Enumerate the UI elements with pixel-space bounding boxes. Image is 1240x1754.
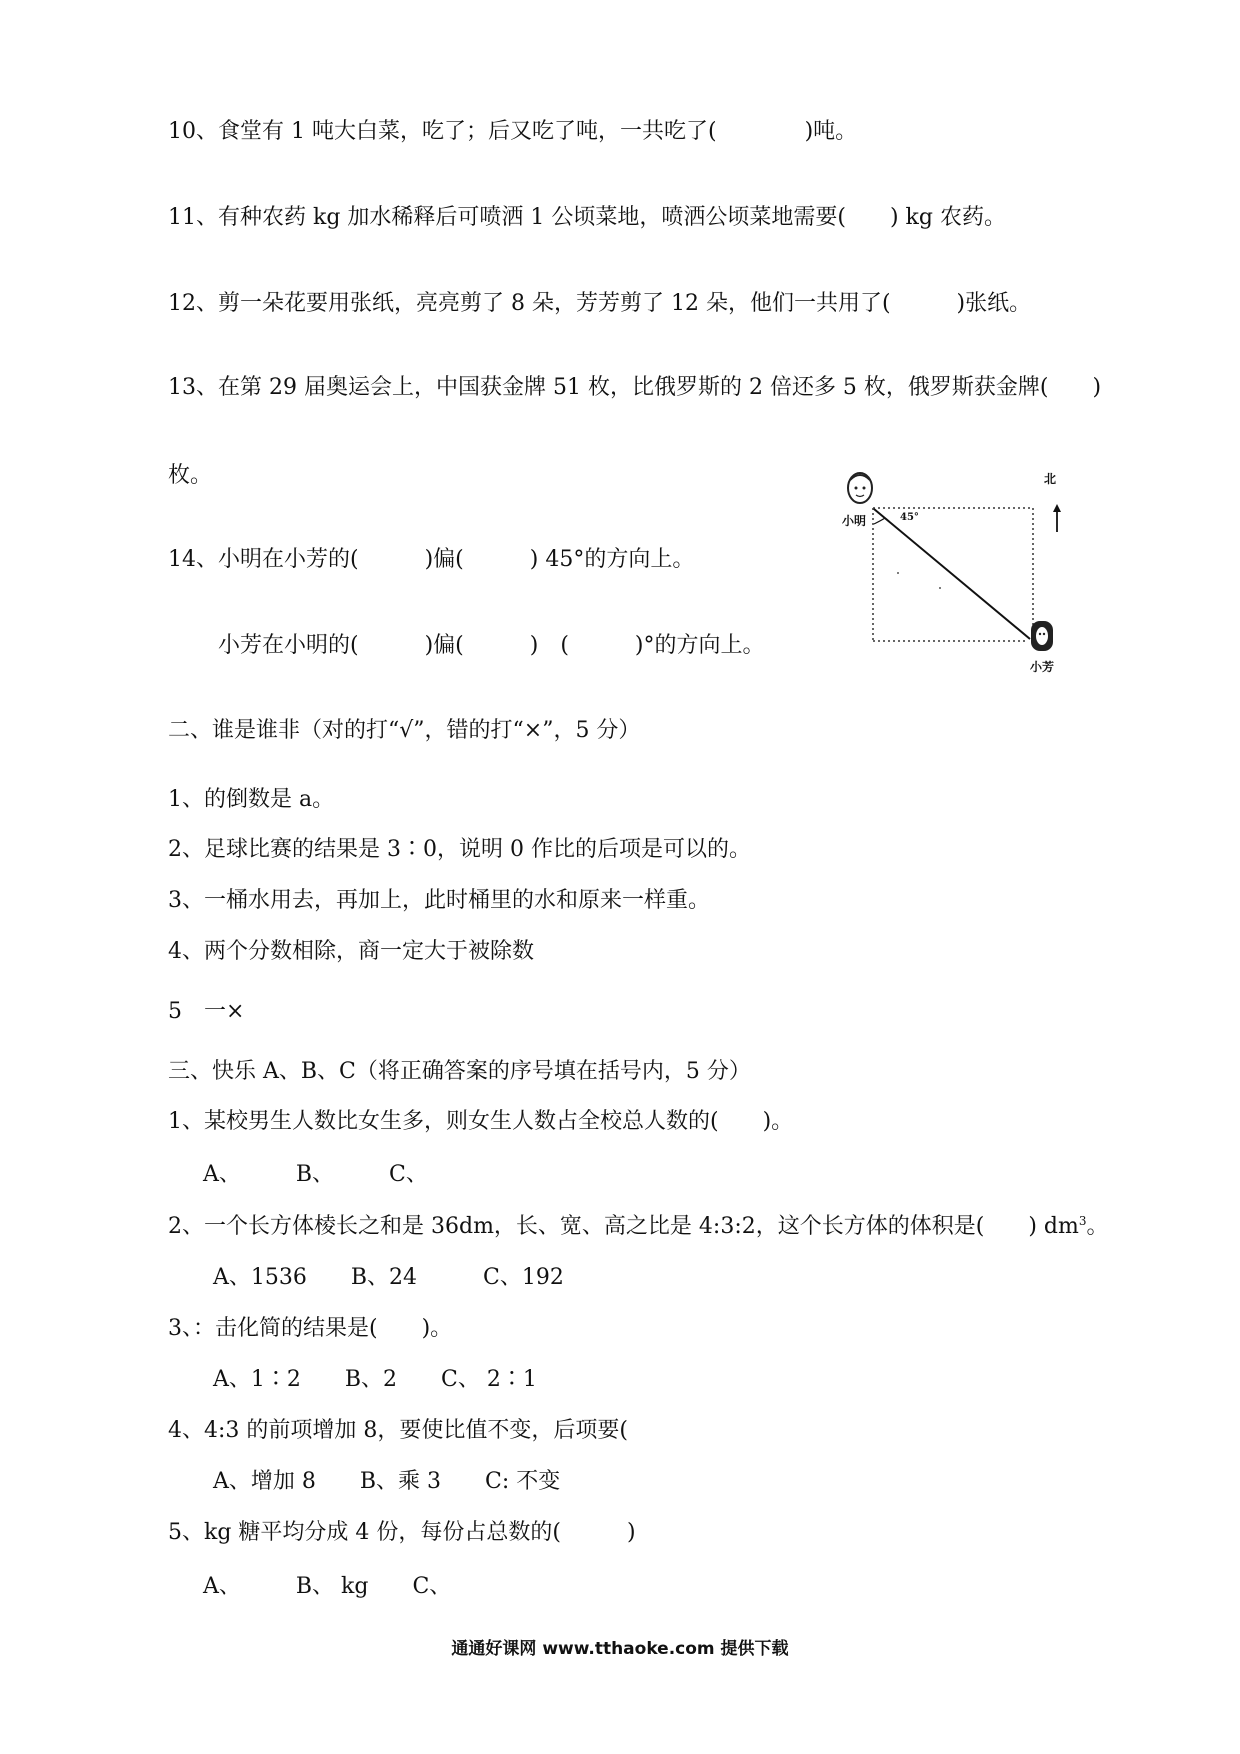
section-2-heading: 二、谁是谁非（对的打“√”，错的打“×”，5 分）	[168, 718, 641, 743]
part3-question-1-options: A、 B、 C、	[203, 1162, 428, 1187]
part3-question-5-options: A、 B、 kg C、	[203, 1574, 452, 1599]
part3-question-5: 5、kg 糖平均分成 4 份，每份占总数的( )	[168, 1520, 636, 1545]
part3-question-3-options: A、1∶2 B、2 C、 2∶1	[213, 1367, 537, 1392]
label-north: 北	[1044, 472, 1057, 486]
part2-item-3: 3、一桶水用去，再加上，此时桶里的水和原来一样重。	[168, 888, 710, 913]
speck	[897, 572, 899, 574]
speck	[939, 587, 941, 589]
question-12: 12、剪一朵花要用张纸，亮亮剪了 8 朵，芳芳剪了 12 朵，他们一共用了( )张纸。	[168, 291, 1032, 316]
label-xiaoming: 小明	[842, 514, 867, 528]
part2-item-1: 1、的倒数是 a。	[168, 787, 335, 812]
part3-question-1: 1、某校男生人数比女生多，则女生人数占全校总人数的( )。	[168, 1109, 794, 1134]
part3-question-3: 3、：击化简的结果是( )。	[168, 1316, 453, 1341]
part3-question-2-superscript: 3	[1078, 1214, 1087, 1228]
part3-question-2-end: 。	[1086, 1214, 1109, 1239]
question-13-line-2: 枚。	[168, 463, 213, 488]
part3-question-2-options: A、1536 B、24 C、192	[213, 1265, 564, 1290]
north-arrow-icon	[1053, 504, 1061, 532]
question-10: 10、食堂有 1 吨大白菜，吃了；后又吃了吨，一共吃了( )吨。	[168, 119, 858, 144]
label-angle: 45°	[900, 512, 919, 523]
direction-diagram-svg	[838, 468, 1078, 678]
xiaoming-face-icon	[848, 473, 872, 503]
direction-diagram	[838, 468, 1078, 678]
part3-question-2	[168, 1212, 1109, 1244]
section-3-heading: 三、快乐 A、B、C（将正确答案的序号填在括号内，5 分）	[168, 1059, 751, 1084]
part3-question-4: 4、4:3 的前项增加 8，要使比值不变，后项要(	[168, 1418, 628, 1443]
question-11: 11、有种农药 kg 加水稀释后可喷洒 1 公顷菜地，喷洒公顷菜地需要( ) kg 农药。	[168, 205, 1006, 230]
part2-item-5: 5 一×	[168, 999, 245, 1024]
footer-credit: 通通好课网 www.tthaoke.com 提供下载	[451, 1639, 789, 1659]
angle-arc	[874, 518, 885, 524]
xiaofang-face-icon	[1031, 621, 1053, 651]
part3-question-2-text: 2、一个长方体棱长之和是 36dm，长、宽、高之比是 4:3:2，这个长方体的体积是( ) dm	[168, 1214, 1079, 1239]
question-13-line-1: 13、在第 29 届奥运会上，中国获金牌 51 枚，比俄罗斯的 2 倍还多 5 枚，俄罗斯获金牌( )	[168, 375, 1102, 400]
part3-question-4-options: A、增加 8 B、乘 3 C: 不变	[213, 1469, 561, 1494]
question-14-line-1: 14、小明在小芳的( )偏( ) 45°的方向上。	[168, 547, 695, 572]
question-14-line-2: 小芳在小明的( )偏( ) ( )°的方向上。	[218, 633, 765, 658]
part2-item-4: 4、两个分数相除，商一定大于被除数	[168, 939, 534, 964]
label-xiaofang: 小芳	[1030, 660, 1055, 674]
part2-item-2: 2、足球比赛的结果是 3∶0，说明 0 作比的后项是可以的。	[168, 837, 751, 862]
diagonal-line	[874, 509, 1030, 639]
